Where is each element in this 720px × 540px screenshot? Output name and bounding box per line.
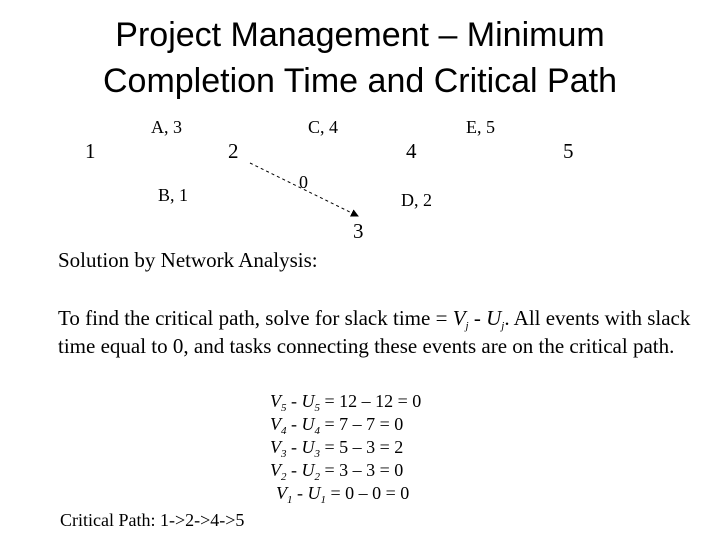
eq-v-sub: 3 [281,448,287,460]
u-j-symbol [486,306,504,330]
u-letter: U [486,306,502,330]
equation-row [270,459,421,482]
eq-u-sub: 4 [314,425,320,437]
equation-row [270,413,421,436]
eq-v-sub: 2 [281,471,287,483]
eq-rhs: = 12 – 12 = 0 [324,391,422,411]
activity-label-dummy: 0 [299,172,308,192]
u-subscript: j [501,320,505,332]
eq-rhs: = 5 – 3 = 2 [324,437,404,457]
v-letter: V [452,306,466,330]
v-subscript: j [465,320,469,332]
eq-v-sub: 1 [287,494,293,506]
activity-label-e: E, 5 [466,117,495,137]
eq-u: U [301,460,315,480]
eq-u: U [307,483,321,503]
title-line-2: Completion Time and Critical Path [102,62,617,100]
node-4: 4 [406,139,417,163]
eq-u-sub: 5 [314,402,320,414]
eq-rhs: = 7 – 7 = 0 [324,414,404,434]
eq-u: U [301,414,315,434]
equation-row [270,436,421,459]
equation-row [270,482,421,505]
node-1: 1 [85,139,96,163]
activity-label-c: C, 4 [308,117,339,137]
eq-v: V [276,483,287,503]
eq-minus: - [286,437,302,457]
eq-v-sub: 5 [281,402,287,414]
activity-label-a: A, 3 [151,117,182,137]
eq-u: U [301,437,315,457]
eq-v: V [270,460,281,480]
eq-rhs: = 0 – 0 = 0 [330,483,410,503]
v-j-symbol [453,306,469,330]
node-2: 2 [228,139,239,163]
eq-v-sub: 4 [281,425,287,437]
eq-minus: - [286,460,302,480]
eq-minus: - [286,414,302,434]
activity-label-d: D, 2 [401,190,432,210]
eq-u-sub: 1 [320,494,326,506]
solution-heading: Solution by Network Analysis: [58,248,318,272]
eq-minus: - [292,483,308,503]
eq-v: V [270,391,281,411]
eq-u-sub: 2 [314,471,320,483]
node-3: 3 [353,219,364,243]
critical-path-text: Critical Path: 1->2->4->5 [60,510,245,530]
equation-row [270,390,421,413]
node-5: 5 [563,139,574,163]
paragraph-text-1: To find the critical path, solve for slack time = [58,306,453,330]
eq-v: V [270,437,281,457]
paragraph-text-2: . All events with slack time equal to 0, and tasks connecting these events are on the critical path. [58,306,691,358]
activity-label-b: B, 1 [158,185,189,205]
eq-u-sub: 3 [314,448,320,460]
eq-v: V [270,414,281,434]
eq-rhs: = 3 – 3 = 0 [324,460,404,480]
network-diagram [0,0,720,260]
slack-time-paragraph [58,304,698,360]
eq-minus: - [286,391,302,411]
slack-equations [270,390,421,505]
title-line-1: Project Management – Minimum [115,16,605,54]
eq-u: U [301,391,315,411]
minus-sign: - [468,306,487,330]
